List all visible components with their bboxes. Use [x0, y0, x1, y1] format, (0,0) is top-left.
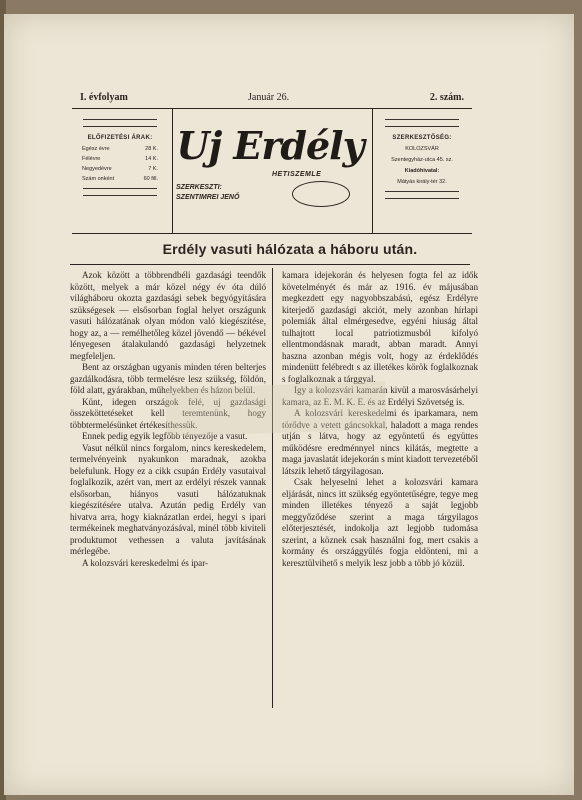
emblem-icon — [292, 181, 350, 207]
office-box — [378, 119, 466, 199]
publisher-title: Kiadóhivatal: — [404, 168, 440, 174]
price-row: Félévre 14 K. — [82, 156, 158, 162]
publisher-address: Mátyás király-tér 32. — [397, 179, 447, 185]
title-rule — [70, 264, 470, 265]
price-row: Szám onként 60 fill. — [82, 176, 158, 182]
subscription-box — [76, 119, 164, 196]
newspaper-logo — [176, 119, 364, 219]
article-title: Erdély vasuti hálózata a háboru után. — [162, 241, 418, 257]
editor-credit: SZERKESZTI: SZENTIMREI JENŐ — [176, 184, 240, 201]
ornament-top — [83, 119, 157, 127]
price-row: Negyedévre 7 K. — [82, 166, 158, 172]
column-divider — [272, 268, 273, 708]
volume-label: I. évfolyam — [80, 92, 128, 103]
paragraph: kamara idejekorán és helyesen fogta fel az idők követelményét és már az 1916. év májusában megkezdett egy nagyobbszabású, egész Erdélyre kiterjedő gazdasági akciót, mely azonban hírlapi polemiák által elmérgesedve, egyéni hiuság által tulhajtott local patriotizmusból kifolyó ellentmondásnak maradt, abban maradt. Annyi haszna azonban mégis volt, hogy az érdeklődés mindenütt felébredt s az illetékes körök foglalkoznak s foglalkoznak a tárggyal. — [282, 270, 478, 384]
masthead-divider — [372, 109, 373, 233]
newspaper-title: Uj Erdély — [176, 123, 364, 168]
paragraph: Csak helyeselni lehet a kolozsvári kamara eljárását, nincs itt szükség egyöntetűségre, tegye meg minden illetékes tényező a saját legjobb meggyőződése szerint a maga tárgyilagos előterjesztését, indokolja azt legjobb tudomása szerint, a köznek csak használni fog, mert csakis a kormány és országgyűlés fogja eldönteni, mi a keresztülvihető s melyik lesz jobb a több jó közül. — [282, 477, 478, 568]
paragraph: Igy a kolozsvári kamarán kivül a marosvásárhelyi kamara, az E. M. K. E. és az Erdélyi Szövetség is. — [282, 385, 478, 407]
subscription-title: ELŐFIZETÉSI ÁRAK: — [87, 135, 153, 141]
office-title: SZERKESZTŐSÉG: — [392, 135, 452, 141]
paragraph: Azok között a többrendbéli gazdasági teendők között, melyek a már közel négy év óta dúló világháboru okozta gazdasági sebek begyógyítására szükségesek — elsősorban foglal helyet országunk vasuti hálózatának olyan módon való kiegészítése, hogy az, a — remélhetőleg közel jövendő — békével lényegesen átalakulandó gazdasági helyzetnek megfeleljen. — [70, 270, 266, 361]
masthead — [72, 108, 472, 234]
paragraph: Ennek pedig egyik legfőbb tényezője a vasut. — [82, 431, 248, 441]
issue-date: Január 26. — [248, 92, 290, 103]
price-row: Egész évre 28 K. — [82, 146, 158, 152]
ornament-bottom — [385, 191, 459, 199]
ornament-bottom — [83, 188, 157, 196]
office-address: Szentegyház-utca 45. sz. — [391, 157, 453, 163]
paragraph: Vasut nélkül nincs forgalom, nincs kereskedelem, termelvényeink nyakunkon maradnak, azokba belefulunk. Hogy ez a cikk csupán Erdély vasutaival foglalkozik, azért van, mert az erdélyi részek vannak elsősorban, hiányos vasuti hálózatuknak kiegészítésére utalva. Azután pedig Erdély van hivatva arra, hogy kiaknázatlan erdei, hegyi s ipari termékeinek meghatványozásával, minél több kiviteli produktumot vethessen a valuta javításának mérlegébe. — [70, 442, 266, 556]
masthead-divider — [172, 109, 173, 233]
paragraph: Bent az országban ugyanis minden téren belterjes gazdálkodásra, több termelésre lesz szükség, földön, föld alatt, gyárakban, műhelyekben és házon belül. — [70, 362, 266, 395]
paragraph: A kolozsvári kereskedelmi és iparkamara, nem törődve a vetett gáncsokkal, haladott a maga rendes utján s látva, hogy az egyöntetű és együttes működésre eredménnyel nincs kilátás, megtette a maga javaslatát idejekorán s mint kiadott tervezetéből látszik lehető tárgyilagosan. — [282, 408, 478, 476]
office-city: KOLOZSVÁR — [405, 146, 439, 152]
tape-stain — [165, 381, 387, 437]
ornament-top — [385, 119, 459, 127]
paragraph: Künt, idegen országok felé, uj gazdasági összeköttetéseket kell teremtenünk, hogy többtermelésünket értékesíthessük. — [70, 396, 266, 430]
issue-line — [80, 92, 464, 106]
issue-number: 2. szám. — [429, 92, 464, 103]
paragraph: A kolozsvári kereskedelmi és ipar- — [82, 557, 209, 568]
newspaper-subtitle: HETISZEMLE — [272, 171, 322, 178]
